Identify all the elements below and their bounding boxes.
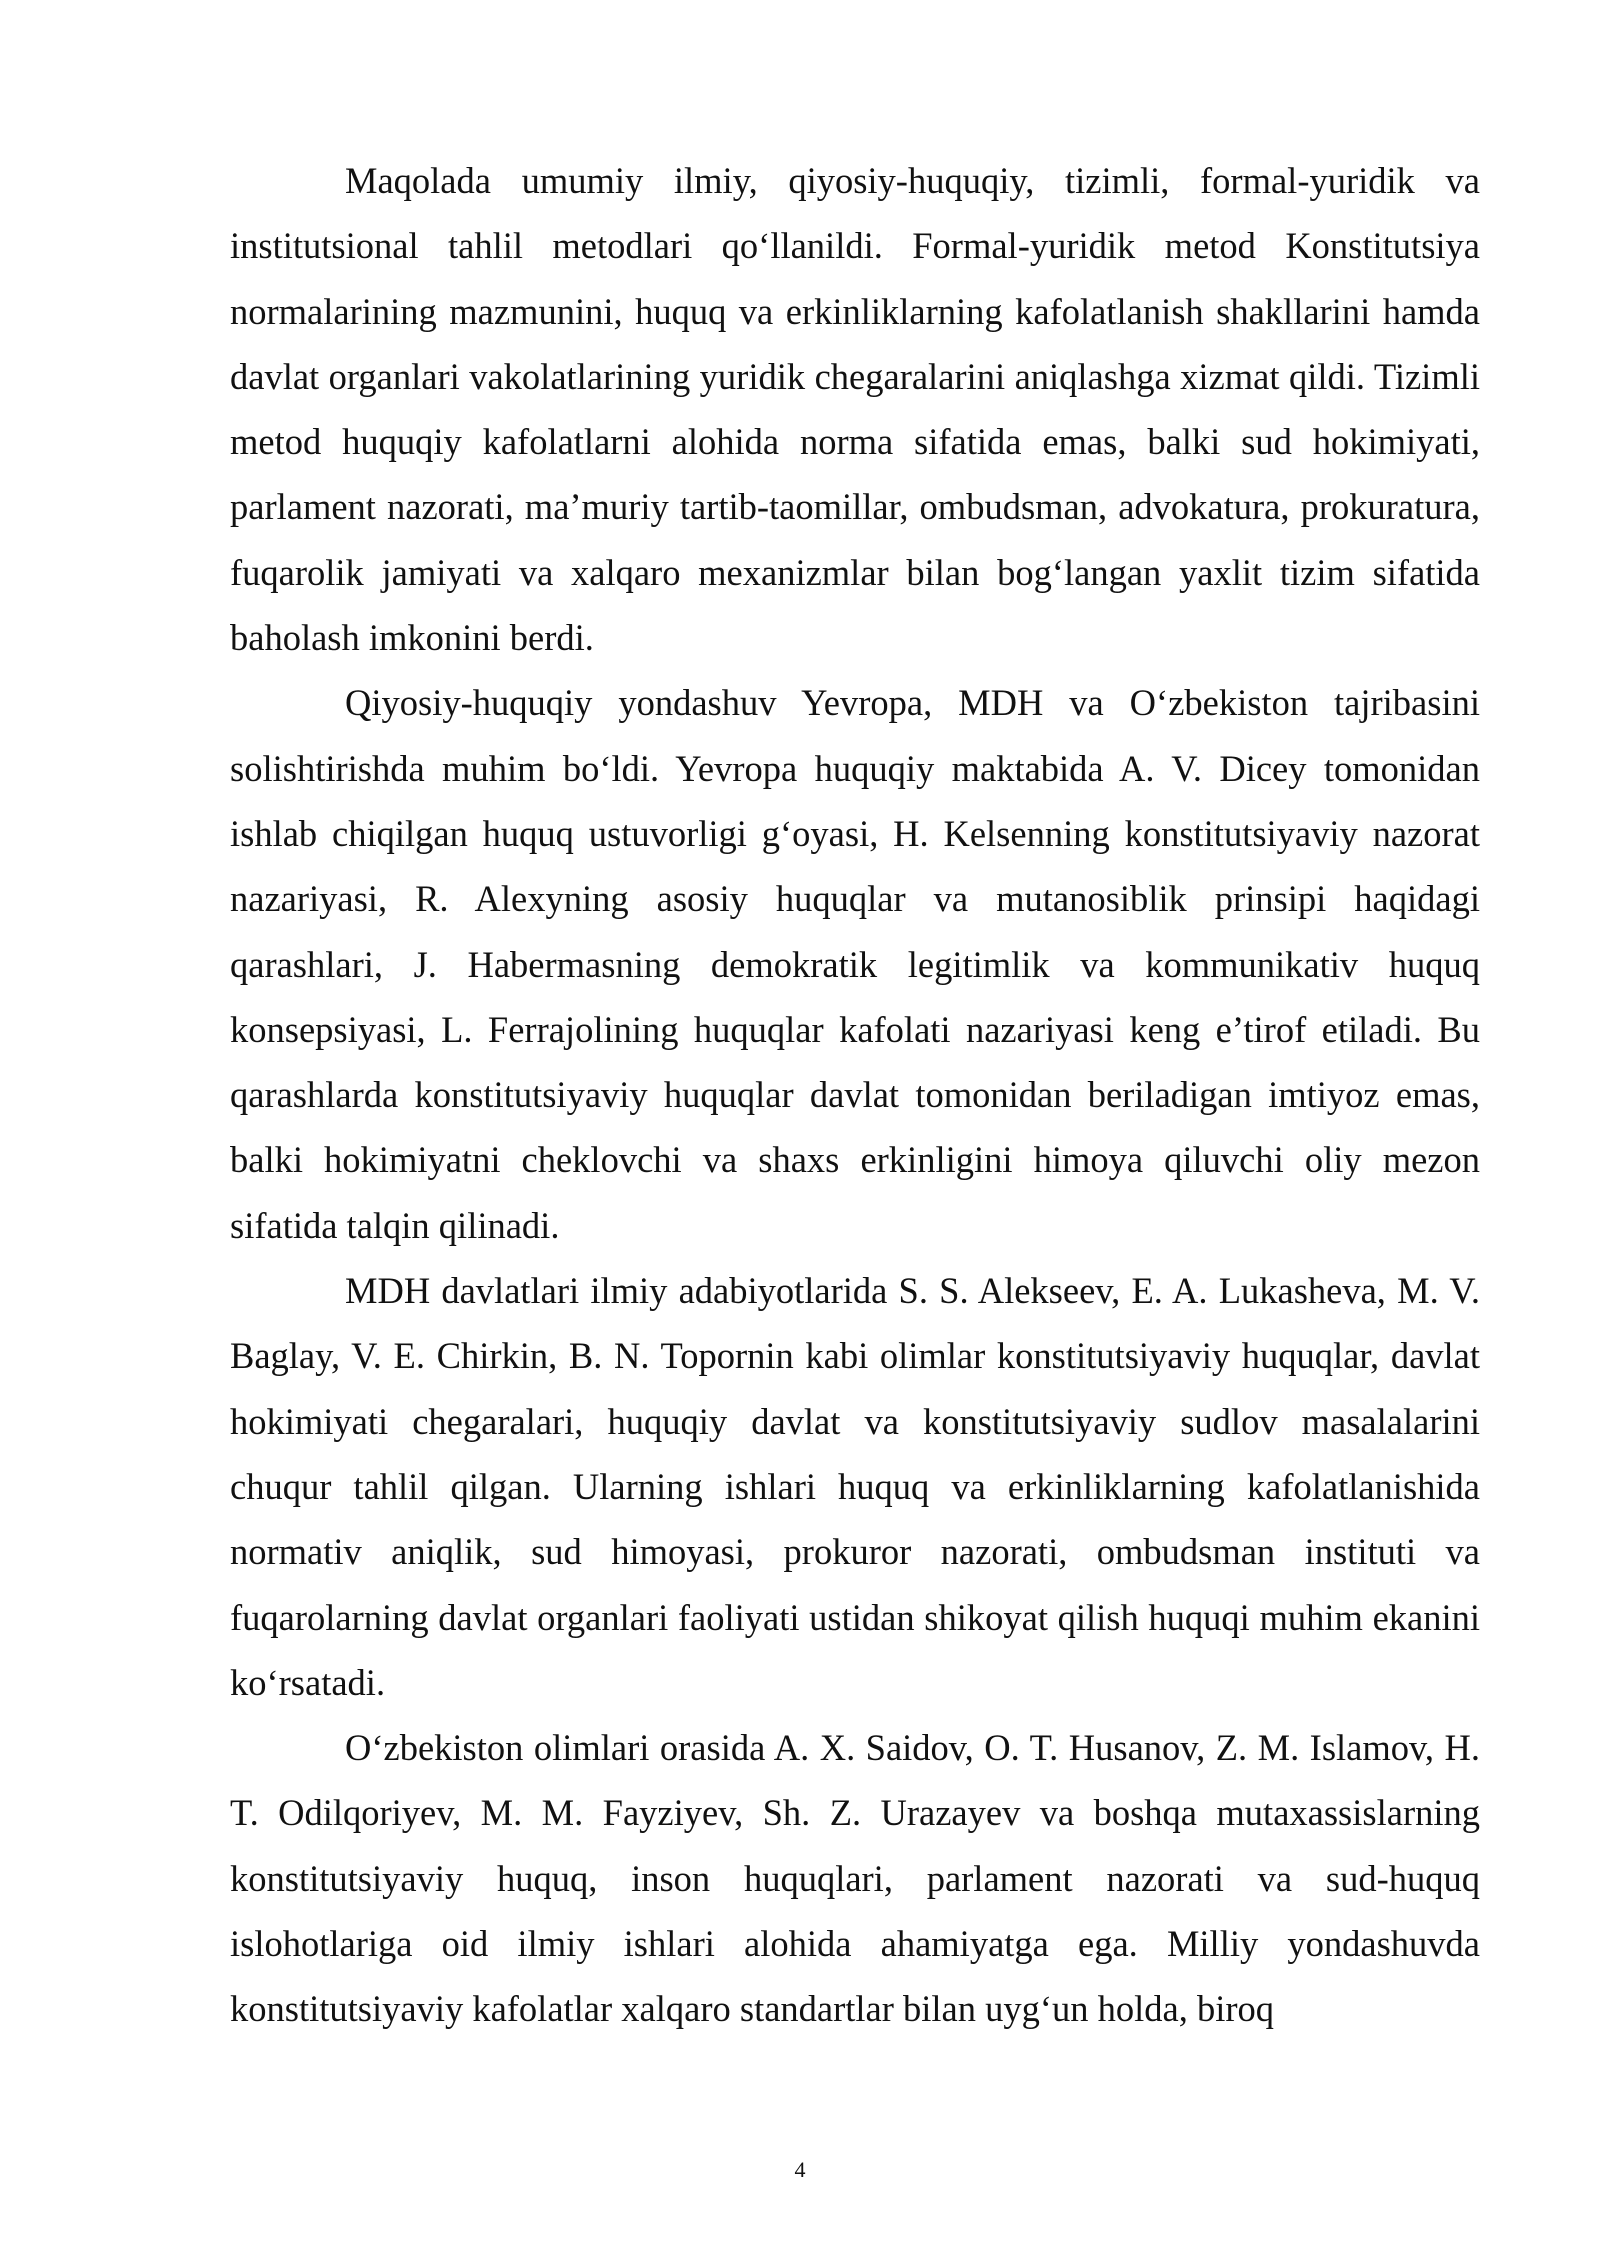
document-body (230, 148, 1480, 2042)
paragraph-uzbek-scholars: O‘zbekiston olimlari orasida A. X. Saidov, O. T. Husanov, Z. M. Islamov, H. T. Odilqoriyev, M. M. Fayziyev, Sh. Z. Urazayev va boshqa mutaxassislarning konstitutsiyaviy huquq, inson huquqlari, parlament nazorati va sud-huquq islohotlariga oid ilmiy ishlari alohida ahamiyatga ega. Milliy yondashuvda konstitutsiyaviy kafolatlar xalqaro standartlar bilan uyg‘un holda, biroq (230, 1727, 1480, 2030)
page-number: 4 (794, 2157, 806, 2182)
paragraph-comparative-approach: Qiyosiy-huquqiy yondashuv Yevropa, MDH va O‘zbekiston tajribasini solishtirishda muhim bo‘ldi. Yevropa huquqiy maktabida A. V. Dicey tomonidan ishlab chiqilgan huquq ustuvorligi g‘oyasi, H. Kelsenning konstitutsiyaviy nazorat nazariyasi, R. Alexyning asosiy huquqlar va mutanosiblik prinsipi haqidagi qarashlari, J. Habermasning demokratik legitimlik va kommunikativ huquq konsepsiyasi, L. Ferrajolining huquqlar kafolati nazariyasi keng e’tirof etiladi. Bu qarashlarda konstitutsiyaviy huquqlar davlat tomonidan beriladigan imtiyoz emas, balki hokimiyatni cheklovchi va shaxs erkinligini himoya qiluvchi oliy mezon sifatida talqin qilinadi. (230, 682, 1480, 1246)
paragraph-methods: Maqolada umumiy ilmiy, qiyosiy-huquqiy, tizimli, formal-yuridik va institutsional tahlil metodlari qo‘llanildi. Formal-yuridik metod Konstitutsiya normalarining mazmunini, huquq va erkinliklarning kafolatlanish shakllarini hamda davlat organlari vakolatlarining yuridik chegaralarini aniqlashga xizmat qildi. Tizimli metod huquqiy kafolatlarni alohida norma sifatida emas, balki sud hokimiyati, parlament nazorati, ma’muriy tartib-taomillar, ombudsman, advokatura, prokuratura, fuqarolik jamiyati va xalqaro mexanizmlar bilan bog‘langan yaxlit tizim sifatida baholash imkonini berdi. (230, 160, 1480, 659)
paragraph-cis-scholars: MDH davlatlari ilmiy adabiyotlarida S. S. Alekseev, E. A. Lukasheva, M. V. Baglay, V. E. Chirkin, B. N. Topornin kabi olimlar konstitutsiyaviy huquqlar, davlat hokimiyati chegaralari, huquqiy davlat va konstitutsiyaviy sudlov masalalarini chuqur tahlil qilgan. Ularning ishlari huquq va erkinliklarning kafolatlanishida normativ aniqlik, sud himoyasi, prokuror nazorati, ombudsman instituti va fuqarolarning davlat organlari faoliyati ustidan shikoyat qilish huquqi muhim ekanini ko‘rsatadi. (230, 1270, 1480, 1703)
